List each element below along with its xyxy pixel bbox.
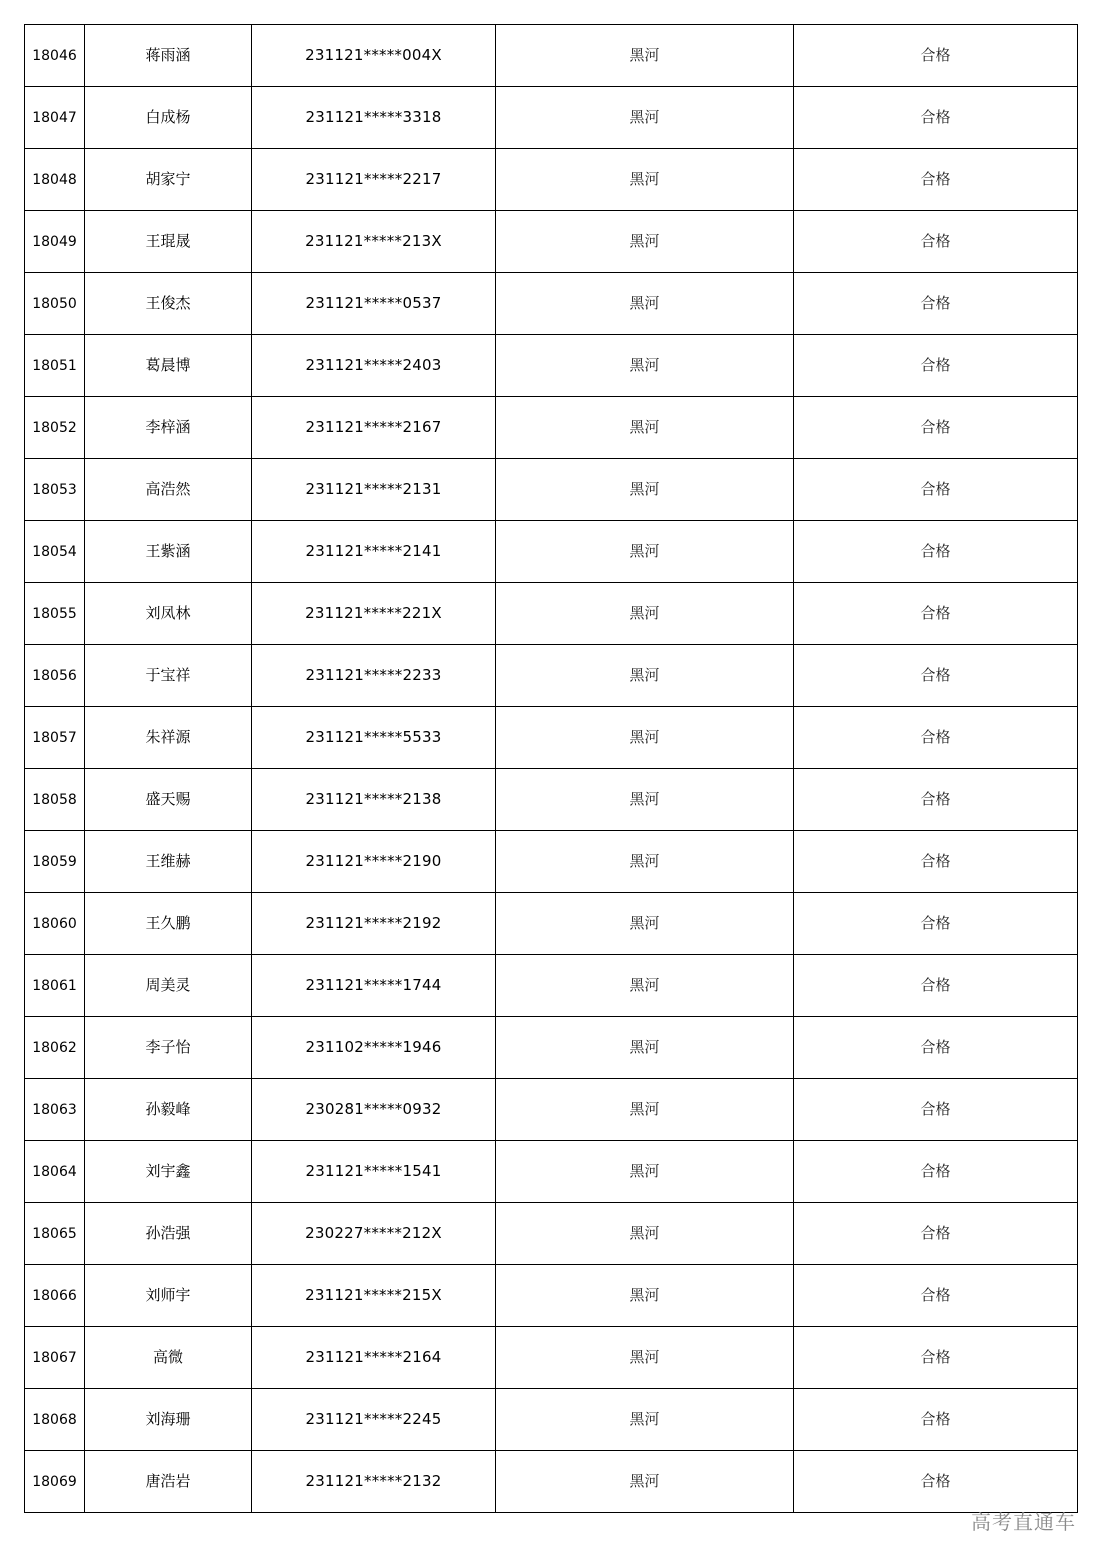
result-status-cell: 合格 bbox=[794, 273, 1078, 335]
row-number-cell: 18056 bbox=[25, 645, 85, 707]
id-number-cell: 231121*****2164 bbox=[252, 1327, 496, 1389]
candidate-name-cell: 李梓涵 bbox=[85, 397, 252, 459]
candidate-name-cell: 王琨晟 bbox=[85, 211, 252, 273]
candidate-name-cell: 刘海珊 bbox=[85, 1389, 252, 1451]
id-number-cell: 230227*****212X bbox=[252, 1203, 496, 1265]
region-cell: 黑河 bbox=[496, 1017, 794, 1079]
region-cell: 黑河 bbox=[496, 769, 794, 831]
row-number-cell: 18059 bbox=[25, 831, 85, 893]
region-cell: 黑河 bbox=[496, 1203, 794, 1265]
id-number-cell: 231121*****2192 bbox=[252, 893, 496, 955]
row-number-cell: 18054 bbox=[25, 521, 85, 583]
id-number-cell: 231121*****2141 bbox=[252, 521, 496, 583]
results-table bbox=[24, 24, 1078, 1513]
table-row bbox=[25, 1389, 1078, 1451]
table-row bbox=[25, 1451, 1078, 1513]
row-number-cell: 18053 bbox=[25, 459, 85, 521]
row-number-cell: 18051 bbox=[25, 335, 85, 397]
row-number-cell: 18065 bbox=[25, 1203, 85, 1265]
result-status-cell: 合格 bbox=[794, 831, 1078, 893]
region-cell: 黑河 bbox=[496, 645, 794, 707]
candidate-name-cell: 葛晨博 bbox=[85, 335, 252, 397]
result-status-cell: 合格 bbox=[794, 1079, 1078, 1141]
candidate-name-cell: 刘师宇 bbox=[85, 1265, 252, 1327]
id-number-cell: 231121*****2245 bbox=[252, 1389, 496, 1451]
region-cell: 黑河 bbox=[496, 1141, 794, 1203]
row-number-cell: 18058 bbox=[25, 769, 85, 831]
result-status-cell: 合格 bbox=[794, 459, 1078, 521]
id-number-cell: 231121*****215X bbox=[252, 1265, 496, 1327]
candidate-name-cell: 孙毅峰 bbox=[85, 1079, 252, 1141]
row-number-cell: 18061 bbox=[25, 955, 85, 1017]
result-status-cell: 合格 bbox=[794, 583, 1078, 645]
table-row bbox=[25, 273, 1078, 335]
results-table-body bbox=[25, 25, 1078, 1513]
row-number-cell: 18066 bbox=[25, 1265, 85, 1327]
candidate-name-cell: 高微 bbox=[85, 1327, 252, 1389]
id-number-cell: 231121*****213X bbox=[252, 211, 496, 273]
region-cell: 黑河 bbox=[496, 1265, 794, 1327]
candidate-name-cell: 胡家宁 bbox=[85, 149, 252, 211]
id-number-cell: 230281*****0932 bbox=[252, 1079, 496, 1141]
region-cell: 黑河 bbox=[496, 955, 794, 1017]
result-status-cell: 合格 bbox=[794, 149, 1078, 211]
result-status-cell: 合格 bbox=[794, 1389, 1078, 1451]
result-status-cell: 合格 bbox=[794, 955, 1078, 1017]
candidate-name-cell: 王维赫 bbox=[85, 831, 252, 893]
region-cell: 黑河 bbox=[496, 1389, 794, 1451]
result-status-cell: 合格 bbox=[794, 87, 1078, 149]
result-status-cell: 合格 bbox=[794, 1451, 1078, 1513]
row-number-cell: 18047 bbox=[25, 87, 85, 149]
id-number-cell: 231121*****5533 bbox=[252, 707, 496, 769]
region-cell: 黑河 bbox=[496, 273, 794, 335]
candidate-name-cell: 刘凤林 bbox=[85, 583, 252, 645]
region-cell: 黑河 bbox=[496, 397, 794, 459]
id-number-cell: 231121*****2403 bbox=[252, 335, 496, 397]
candidate-name-cell: 李子怡 bbox=[85, 1017, 252, 1079]
region-cell: 黑河 bbox=[496, 25, 794, 87]
table-row bbox=[25, 211, 1078, 273]
table-row bbox=[25, 955, 1078, 1017]
id-number-cell: 231121*****3318 bbox=[252, 87, 496, 149]
table-row bbox=[25, 1327, 1078, 1389]
table-row bbox=[25, 521, 1078, 583]
table-row bbox=[25, 893, 1078, 955]
candidate-name-cell: 孙浩强 bbox=[85, 1203, 252, 1265]
result-status-cell: 合格 bbox=[794, 893, 1078, 955]
id-number-cell: 231121*****1744 bbox=[252, 955, 496, 1017]
result-status-cell: 合格 bbox=[794, 1141, 1078, 1203]
table-row bbox=[25, 707, 1078, 769]
candidate-name-cell: 蒋雨涵 bbox=[85, 25, 252, 87]
id-number-cell: 231121*****2233 bbox=[252, 645, 496, 707]
row-number-cell: 18063 bbox=[25, 1079, 85, 1141]
row-number-cell: 18057 bbox=[25, 707, 85, 769]
region-cell: 黑河 bbox=[496, 211, 794, 273]
result-status-cell: 合格 bbox=[794, 645, 1078, 707]
region-cell: 黑河 bbox=[496, 831, 794, 893]
row-number-cell: 18055 bbox=[25, 583, 85, 645]
table-row bbox=[25, 397, 1078, 459]
id-number-cell: 231121*****0537 bbox=[252, 273, 496, 335]
candidate-name-cell: 周美灵 bbox=[85, 955, 252, 1017]
table-row bbox=[25, 1265, 1078, 1327]
candidate-name-cell: 高浩然 bbox=[85, 459, 252, 521]
result-status-cell: 合格 bbox=[794, 707, 1078, 769]
result-status-cell: 合格 bbox=[794, 769, 1078, 831]
result-status-cell: 合格 bbox=[794, 1327, 1078, 1389]
result-status-cell: 合格 bbox=[794, 521, 1078, 583]
region-cell: 黑河 bbox=[496, 893, 794, 955]
watermark: 高考直通车 bbox=[971, 1510, 1076, 1534]
id-number-cell: 231121*****2217 bbox=[252, 149, 496, 211]
table-row bbox=[25, 831, 1078, 893]
id-number-cell: 231121*****2131 bbox=[252, 459, 496, 521]
row-number-cell: 18060 bbox=[25, 893, 85, 955]
id-number-cell: 231121*****004X bbox=[252, 25, 496, 87]
table-row bbox=[25, 769, 1078, 831]
candidate-name-cell: 于宝祥 bbox=[85, 645, 252, 707]
row-number-cell: 18064 bbox=[25, 1141, 85, 1203]
region-cell: 黑河 bbox=[496, 87, 794, 149]
candidate-name-cell: 唐浩岩 bbox=[85, 1451, 252, 1513]
table-row bbox=[25, 459, 1078, 521]
row-number-cell: 18062 bbox=[25, 1017, 85, 1079]
id-number-cell: 231121*****1541 bbox=[252, 1141, 496, 1203]
result-status-cell: 合格 bbox=[794, 1203, 1078, 1265]
table-row bbox=[25, 87, 1078, 149]
region-cell: 黑河 bbox=[496, 583, 794, 645]
table-row bbox=[25, 645, 1078, 707]
candidate-name-cell: 朱祥源 bbox=[85, 707, 252, 769]
table-row bbox=[25, 1203, 1078, 1265]
candidate-name-cell: 刘宇鑫 bbox=[85, 1141, 252, 1203]
result-status-cell: 合格 bbox=[794, 1265, 1078, 1327]
id-number-cell: 231121*****221X bbox=[252, 583, 496, 645]
candidate-name-cell: 王久鹏 bbox=[85, 893, 252, 955]
region-cell: 黑河 bbox=[496, 521, 794, 583]
region-cell: 黑河 bbox=[496, 1079, 794, 1141]
result-status-cell: 合格 bbox=[794, 211, 1078, 273]
table-row bbox=[25, 1141, 1078, 1203]
row-number-cell: 18052 bbox=[25, 397, 85, 459]
table-row bbox=[25, 1017, 1078, 1079]
row-number-cell: 18050 bbox=[25, 273, 85, 335]
region-cell: 黑河 bbox=[496, 1451, 794, 1513]
row-number-cell: 18068 bbox=[25, 1389, 85, 1451]
table-row bbox=[25, 1079, 1078, 1141]
row-number-cell: 18067 bbox=[25, 1327, 85, 1389]
region-cell: 黑河 bbox=[496, 149, 794, 211]
result-status-cell: 合格 bbox=[794, 397, 1078, 459]
table-row bbox=[25, 583, 1078, 645]
id-number-cell: 231121*****2190 bbox=[252, 831, 496, 893]
id-number-cell: 231121*****2138 bbox=[252, 769, 496, 831]
region-cell: 黑河 bbox=[496, 335, 794, 397]
id-number-cell: 231121*****2167 bbox=[252, 397, 496, 459]
id-number-cell: 231121*****2132 bbox=[252, 1451, 496, 1513]
candidate-name-cell: 白成杨 bbox=[85, 87, 252, 149]
region-cell: 黑河 bbox=[496, 707, 794, 769]
row-number-cell: 18049 bbox=[25, 211, 85, 273]
table-row bbox=[25, 335, 1078, 397]
region-cell: 黑河 bbox=[496, 459, 794, 521]
result-status-cell: 合格 bbox=[794, 1017, 1078, 1079]
table-row bbox=[25, 25, 1078, 87]
candidate-name-cell: 盛天赐 bbox=[85, 769, 252, 831]
region-cell: 黑河 bbox=[496, 1327, 794, 1389]
id-number-cell: 231102*****1946 bbox=[252, 1017, 496, 1079]
row-number-cell: 18069 bbox=[25, 1451, 85, 1513]
row-number-cell: 18048 bbox=[25, 149, 85, 211]
table-row bbox=[25, 149, 1078, 211]
candidate-name-cell: 王紫涵 bbox=[85, 521, 252, 583]
result-status-cell: 合格 bbox=[794, 25, 1078, 87]
result-status-cell: 合格 bbox=[794, 335, 1078, 397]
candidate-name-cell: 王俊杰 bbox=[85, 273, 252, 335]
row-number-cell: 18046 bbox=[25, 25, 85, 87]
